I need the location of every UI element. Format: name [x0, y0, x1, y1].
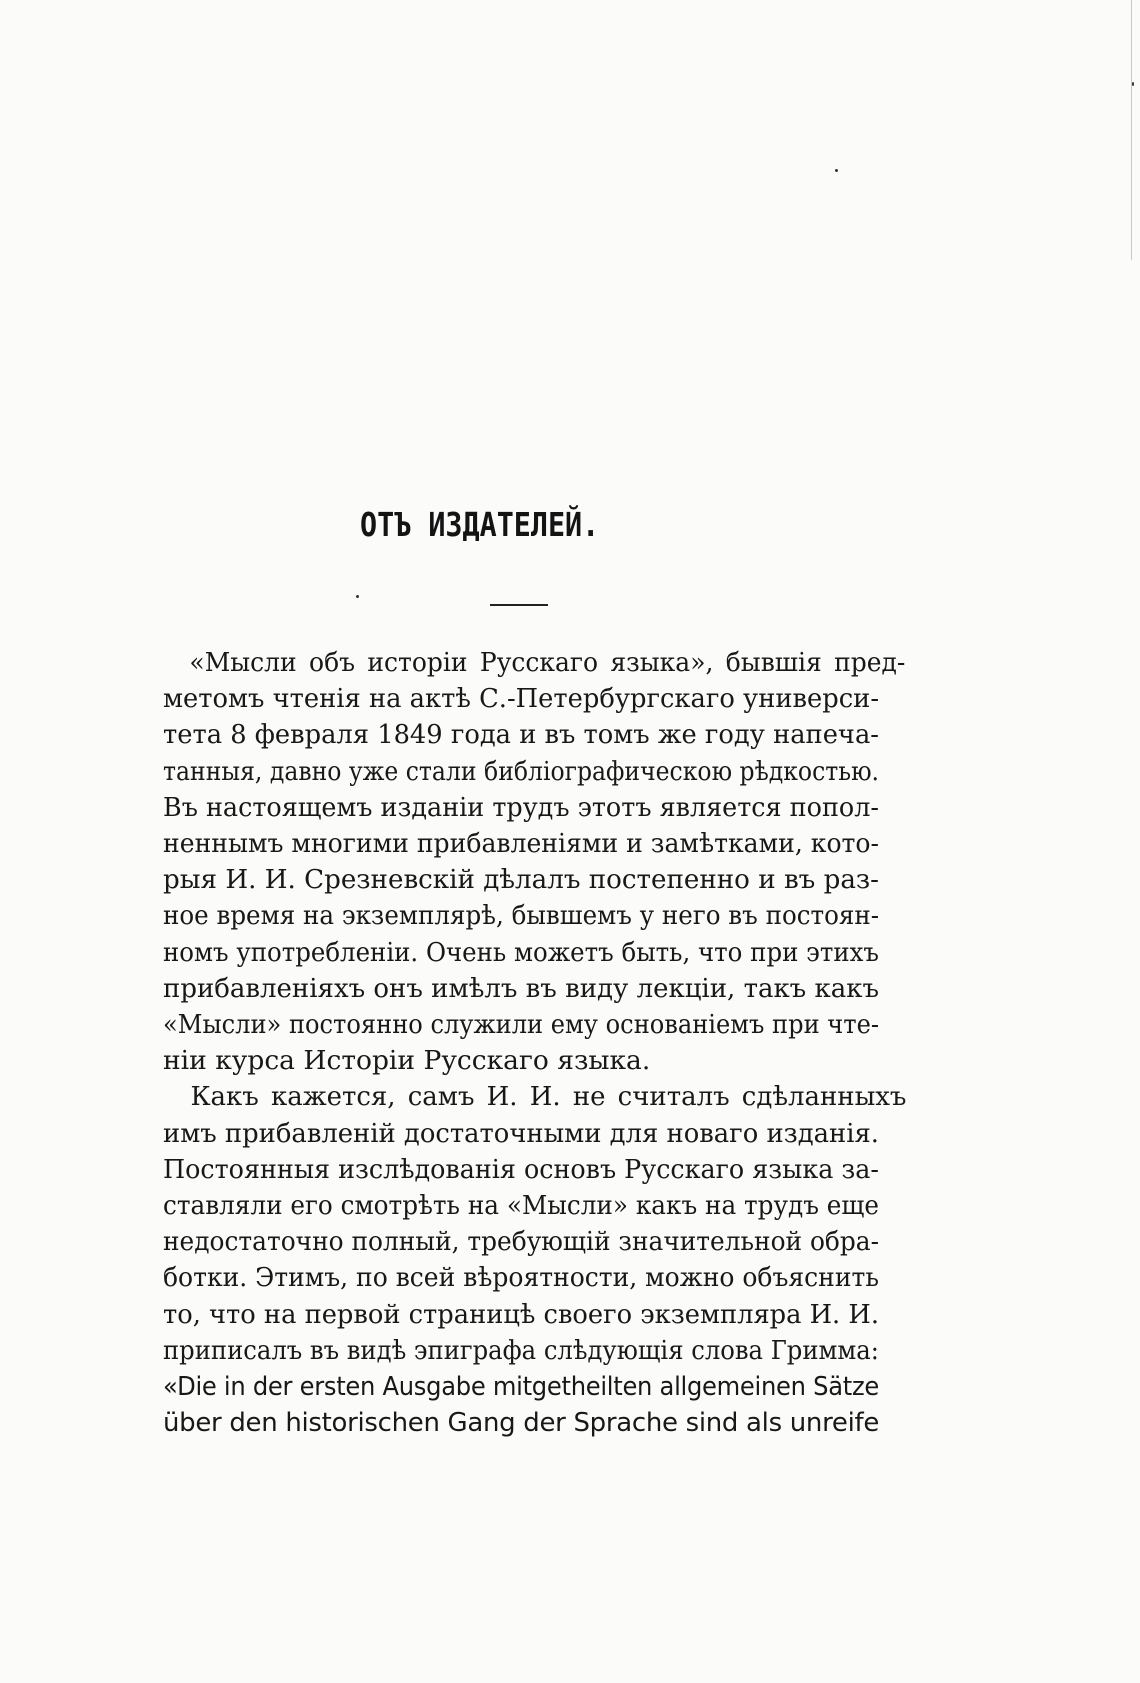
text-line: неннымъ многими прибавленіями и замѣтками, кото- — [163, 828, 880, 860]
text-line: Постоянныя изслѣдованія основъ Русскаго языка за- — [163, 1153, 879, 1185]
text-line: ставляли его смотрѣть на «Мысли» какъ на трудъ еще — [163, 1190, 879, 1222]
page-edge-line — [1131, 0, 1132, 260]
text-line: über den historischen Gang der Sprache sind als unreife — [163, 1408, 880, 1439]
text-line: рыя И. И. Срезневскій дѣлалъ постепенно и въ раз- — [163, 864, 879, 896]
text-line: ніи курса Исторіи Русскаго языка. — [163, 1045, 651, 1077]
text-line: тета 8 февраля 1849 года и въ томъ же году напеча- — [163, 719, 879, 751]
text-line: то, что на первой страницѣ своего экземпляра И. И. — [163, 1298, 880, 1330]
text-line: «Die in der ersten Ausgabe mitgetheilten allgemeinen Sätze — [163, 1372, 879, 1403]
print-speck — [356, 595, 359, 598]
paragraph-1 — [163, 645, 906, 1079]
paragraph-2 — [163, 1079, 907, 1441]
text-line: приписалъ въ видѣ эпиграфа слѣдующія слова Гримма: — [163, 1334, 879, 1366]
text-line: «Мысли объ исторіи Русскаго языка», бывшія пред- — [189, 647, 906, 678]
print-speck — [1132, 82, 1134, 86]
text-line: Въ настоящемъ изданіи трудъ этотъ является попол- — [163, 791, 879, 823]
text-line: имъ прибавленій достаточными для новаго изданія. — [163, 1117, 880, 1149]
text-line: номъ употребленіи. Очень можетъ быть, что при этихъ — [163, 936, 879, 968]
text-line: недостаточно полный, требующій значительной обра- — [163, 1226, 879, 1258]
page-heading: ОТЪ ИЗДАТЕЛЕЙ. — [360, 505, 600, 544]
print-speck — [835, 169, 838, 172]
text-line: танныя, давно уже стали библіографическою рѣдкостью. — [163, 755, 880, 787]
text-line: прибавленіяхъ онъ имѣлъ въ виду лекціи, такъ какъ — [163, 972, 879, 1004]
body-text — [163, 645, 907, 1441]
heading-rule — [490, 604, 548, 606]
text-line: ное время на экземплярѣ, бывшемъ у него въ постоян- — [163, 900, 880, 932]
text-line: ботки. Этимъ, по всей вѣроятности, можно объяснить — [163, 1262, 879, 1294]
text-line: «Мысли» постоянно служили ему основаніемъ при чте- — [163, 1009, 880, 1041]
text-line: метомъ чтенія на актѣ С.-Петербургскаго универси- — [163, 683, 880, 715]
text-line: Какъ кажется, самъ И. И. не считалъ сдѣланныхъ — [190, 1081, 907, 1113]
